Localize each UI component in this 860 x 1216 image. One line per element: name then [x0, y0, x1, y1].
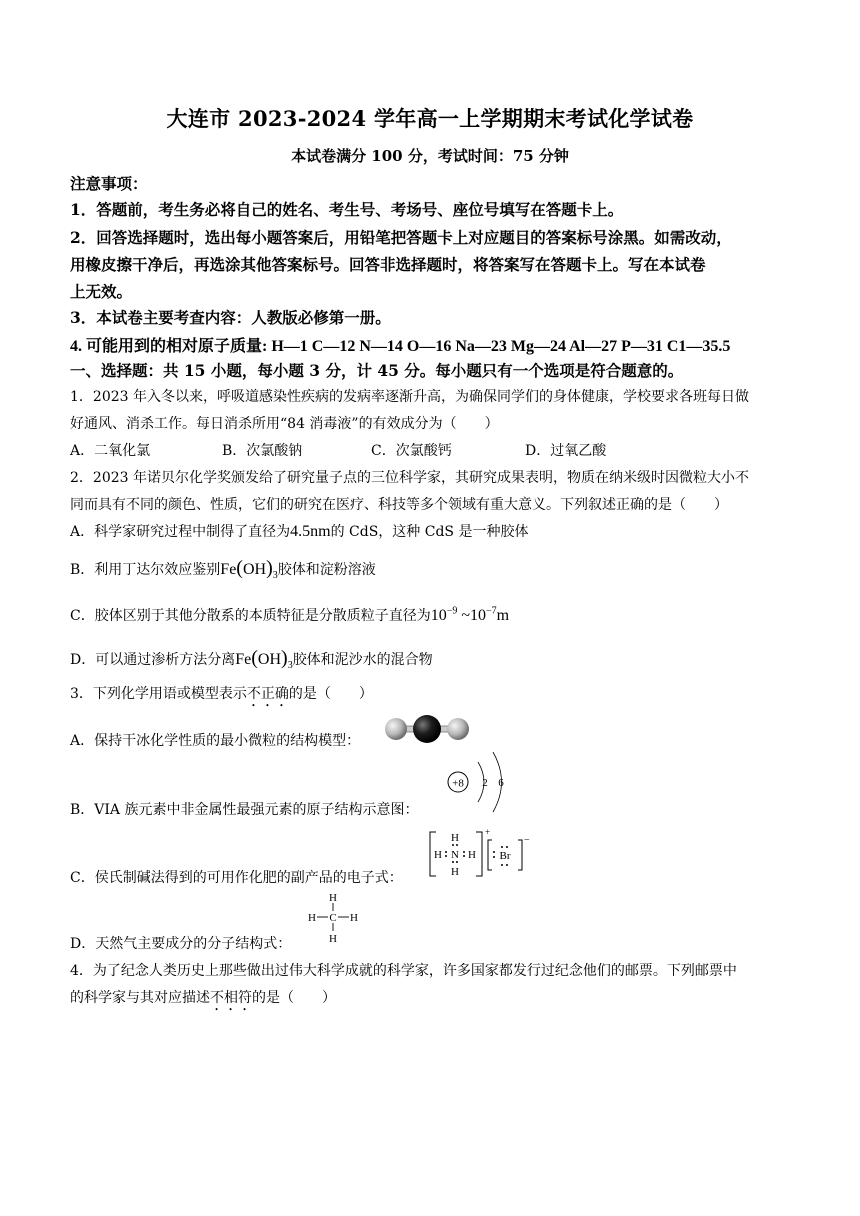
carbon-atom [413, 715, 441, 743]
formula-paren-open: ( [251, 647, 258, 669]
q2-option-c-range [431, 607, 509, 624]
q3-option-c[interactable]: C．侯氏制碱法得到的可用作化肥的副产品的电子式： [70, 870, 403, 886]
q3-stem-emphasis: 不正确 [246, 686, 289, 702]
formula-subscript: 3 [287, 660, 293, 672]
formula-paren-open: ( [236, 557, 243, 579]
notice-item-2a: 2．回答选择题时，选出每小题答案后，用铅笔把答题卡上对应题目的答案标号涂黑。如需改动， [70, 228, 732, 247]
q2-option-c[interactable] [70, 605, 794, 625]
shell-1-electrons: 2 [482, 777, 488, 789]
formula-fe: Fe [220, 561, 237, 578]
range-exp-1: −9 [446, 605, 458, 617]
shell-2-electrons: 6 [498, 777, 504, 789]
formula-paren-close: ) [281, 647, 288, 669]
q2-option-a-value: 4.5nm [290, 523, 331, 540]
h-bottom: H [451, 866, 459, 878]
q1-option-a[interactable]: A．二氧化氯 [70, 443, 151, 459]
c-center: C [329, 912, 337, 924]
br-center: Br [499, 850, 511, 862]
q2-stem-line2: 同而具有不同的颜色、性质，它们的研究在医疗、科技等多个领域有重大意义。下列叙述正确的是（ ） [70, 497, 728, 513]
q1-stem-line2: 好通风、消杀工作。每日消杀所用“84 消毒液”的有效成分为（ ） [70, 416, 499, 432]
q4-stem-line1: 4．为了纪念人类历史上那些做出过伟大科学成就的科学家，许多国家都发行过纪念他们的邮票。下列邮票中 [70, 963, 737, 979]
q2-option-b-text-pre: B．利用丁达尔效应鉴别 [70, 562, 221, 578]
q2-option-a-text-pre: A．科学家研究过程中制得了直径为 [70, 524, 291, 540]
page-subtitle: 本试卷满分 100 分，考试时间：75 分钟 [291, 147, 569, 165]
nucleus-charge: +8 [452, 777, 464, 790]
q4-stem-post: 的是（ ） [252, 990, 336, 1006]
q1-option-d[interactable]: D．过氧乙酸 [525, 443, 607, 459]
notice-item-1: 1．答题前，考生务必将自己的姓名、考生号、考场号、座位号填写在答题卡上。 [70, 200, 624, 219]
h-left: H [434, 849, 442, 861]
formula-subscript: 3 [272, 570, 278, 582]
q1-option-c[interactable]: C．次氯酸钙 [371, 443, 452, 459]
q4-stem-line2 [70, 987, 794, 1014]
ammonium-charge: + [485, 827, 491, 837]
q2-option-a-text-post: 的 CdS，这种 CdS 是一种胶体 [330, 524, 529, 540]
q3-option-d[interactable]: D．天然气主要成分的分子结构式： [70, 936, 292, 952]
co2-model-figure [382, 714, 472, 744]
range-base-1: 10 [430, 607, 447, 624]
h-right: H [468, 849, 476, 861]
q3-stem [70, 683, 794, 710]
q1-option-b[interactable]: B．次氯酸钠 [222, 443, 303, 459]
q1-stem-line1: 1．2023 年入冬以来，呼吸道感染性疾病的发病率逐渐升高，为确保同学们的身体健康，学校要求各班每日做 [70, 389, 749, 405]
q2-option-d[interactable] [70, 647, 794, 671]
q2-option-d-formula [235, 647, 293, 672]
notice-heading: 注意事项： [70, 174, 148, 193]
h-left: H [308, 912, 316, 924]
q2-option-d-text-pre: D．可以通过渗析方法分离 [70, 652, 236, 668]
formula-fe: Fe [235, 651, 252, 668]
formula-paren-close: ) [266, 557, 273, 579]
h-bottom: H [329, 933, 337, 945]
range-tilde: ~ [461, 607, 471, 624]
section-heading: 一、选择题：共 15 小题，每小题 3 分，计 45 分。每小题只有一个选项是符合题意的。 [70, 361, 684, 380]
q2-option-d-text-post: 胶体和泥沙水的混合物 [292, 652, 433, 668]
h-top: H [451, 832, 459, 844]
atom-structure-diagram [438, 748, 518, 828]
notice-item-2c: 上无效。 [70, 282, 133, 301]
q2-option-b[interactable] [70, 557, 794, 581]
formula-oh: OH [242, 561, 267, 578]
h-top: H [329, 892, 337, 904]
notice-item-3: 3．本试卷主要考查内容：人教版必修第一册。 [70, 308, 391, 327]
q4-stem-pre: 的科学家与其对应描述 [70, 990, 210, 1006]
range-base-2: 10 [470, 607, 487, 624]
q3-stem-pre: 3．下列化学用语或模型表示 [70, 686, 247, 702]
nh4br-electron-formula [424, 826, 534, 882]
oxygen-atom-right [447, 718, 469, 740]
q2-option-a[interactable] [70, 521, 794, 541]
q2-stem-line1: 2．2023 年诺贝尔化学奖颁发给了研究量子点的三位科学家，其研究成果表明，物质在纳米级时因微粒大小不 [70, 470, 749, 486]
range-unit: m [496, 607, 510, 624]
methane-structural-formula [304, 889, 366, 947]
q3-option-a[interactable]: A．保持干冰化学性质的最小微粒的结构模型： [70, 733, 361, 749]
notice-item-4: 4. 可能用到的相对原子质量: H—1 C—12 N—14 O—16 Na—23 Mg—24 Al—27 P—31 C1—35.5 [70, 338, 731, 355]
q2-option-c-text-pre: C．胶体区别于其他分散系的本质特征是分散质粒子直径为 [70, 608, 431, 624]
q3-option-b[interactable]: B．VIA 族元素中非金属性最强元素的原子结构示意图： [70, 802, 419, 818]
q3-stem-post: 的是（ ） [288, 686, 373, 702]
oxygen-atom-left [385, 718, 407, 740]
formula-oh: OH [257, 651, 282, 668]
bromide-charge: − [524, 835, 530, 846]
q2-option-b-text-post: 胶体和淀粉溶液 [277, 562, 376, 578]
page-title: 大连市 2023-2024 学年高一上学期期末考试化学试卷 [166, 106, 694, 131]
n-center: N [451, 849, 459, 861]
h-right: H [350, 912, 358, 924]
q4-stem-emphasis: 不相符 [210, 990, 252, 1006]
q2-option-b-formula [220, 557, 278, 582]
notice-item-2b: 用橡皮擦干净后，再选涂其他答案标号。回答非选择题时，将答案写在答题卡上。写在本试卷 [70, 255, 706, 274]
range-exp-2: −7 [486, 605, 497, 617]
